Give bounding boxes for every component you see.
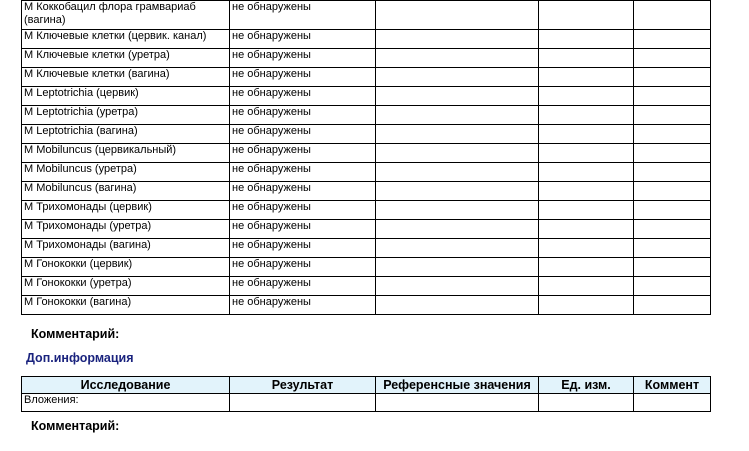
test-name-cell: М Трихомонады (уретра) (22, 220, 230, 239)
table-row (22, 394, 711, 412)
comment-label: Комментарий: (31, 419, 120, 433)
column-header: Результат (230, 377, 376, 394)
test-name-cell: М Ключевые клетки (уретра) (22, 49, 230, 68)
unit-cell (539, 1, 634, 30)
unit-cell (539, 68, 634, 87)
comment-cell (634, 49, 711, 68)
test-name-cell: М Leptotrichia (вагина) (22, 125, 230, 144)
reference-cell (376, 106, 539, 125)
table-row (22, 106, 711, 125)
reference-cell (376, 394, 539, 412)
result-cell: не обнаружены (230, 30, 376, 49)
column-header: Ед. изм. (539, 377, 634, 394)
unit-cell (539, 49, 634, 68)
unit-cell (539, 125, 634, 144)
table-row (22, 1, 711, 30)
table-row (22, 277, 711, 296)
reference-cell (376, 182, 539, 201)
reference-cell (376, 49, 539, 68)
table-row (22, 87, 711, 106)
comment-cell (634, 144, 711, 163)
result-cell: не обнаружены (230, 277, 376, 296)
reference-cell (376, 277, 539, 296)
table-row (22, 144, 711, 163)
reference-cell (376, 239, 539, 258)
test-name-cell: М Leptotrichia (уретра) (22, 106, 230, 125)
table-row (22, 30, 711, 49)
comment-cell (634, 106, 711, 125)
reference-cell (376, 1, 539, 30)
unit-cell (539, 258, 634, 277)
reference-cell (376, 201, 539, 220)
test-name-cell: М Leptotrichia (цервик) (22, 87, 230, 106)
result-cell: не обнаружены (230, 49, 376, 68)
test-name-cell: М Ключевые клетки (цервик. канал) (22, 30, 230, 49)
unit-cell (539, 106, 634, 125)
comment-cell (634, 1, 711, 30)
comment-cell (634, 201, 711, 220)
column-header: Референсные значения (376, 377, 539, 394)
result-cell: не обнаружены (230, 68, 376, 87)
test-name-cell: М Гонококки (уретра) (22, 277, 230, 296)
reference-cell (376, 87, 539, 106)
column-header: Коммент (634, 377, 711, 394)
comment-label: Комментарий: (31, 327, 120, 341)
unit-cell (539, 87, 634, 106)
table-row (22, 182, 711, 201)
comment-cell (634, 30, 711, 49)
unit-cell (539, 394, 634, 412)
comment-cell (634, 277, 711, 296)
reference-cell (376, 144, 539, 163)
unit-cell (539, 201, 634, 220)
result-cell: не обнаружены (230, 1, 376, 30)
result-cell: не обнаружены (230, 87, 376, 106)
reference-cell (376, 258, 539, 277)
result-cell: не обнаружены (230, 144, 376, 163)
result-cell: не обнаружены (230, 220, 376, 239)
unit-cell (539, 30, 634, 49)
test-name-cell: М Mobiluncus (уретра) (22, 163, 230, 182)
table-row (22, 220, 711, 239)
reference-cell (376, 220, 539, 239)
comment-cell (634, 296, 711, 315)
additional-info-table (21, 376, 711, 412)
table-row (22, 201, 711, 220)
unit-cell (539, 182, 634, 201)
reference-cell (376, 296, 539, 315)
unit-cell (539, 296, 634, 315)
section-title: Доп.информация (26, 351, 134, 365)
table-row (22, 49, 711, 68)
result-cell: не обнаружены (230, 106, 376, 125)
comment-cell (634, 258, 711, 277)
table-row (22, 296, 711, 315)
test-name-cell: М Трихомонады (вагина) (22, 239, 230, 258)
test-name-cell: М Ключевые клетки (вагина) (22, 68, 230, 87)
reference-cell (376, 125, 539, 144)
result-cell: не обнаружены (230, 201, 376, 220)
table-row (22, 239, 711, 258)
table-row (22, 163, 711, 182)
table-header-row (22, 377, 711, 394)
result-cell (230, 394, 376, 412)
unit-cell (539, 144, 634, 163)
table-row (22, 68, 711, 87)
comment-cell (634, 220, 711, 239)
test-name-cell: М Гонококки (цервик) (22, 258, 230, 277)
results-table (21, 0, 711, 315)
table-row (22, 125, 711, 144)
reference-cell (376, 163, 539, 182)
comment-cell (634, 182, 711, 201)
test-name-cell: М Mobiluncus (цервикальный) (22, 144, 230, 163)
test-name-cell: М Коккобацил флора грамвариаб (вагина) (22, 1, 230, 30)
unit-cell (539, 163, 634, 182)
test-name-cell: М Трихомонады (цервик) (22, 201, 230, 220)
test-name-cell: Вложения: (22, 394, 230, 412)
table-row (22, 258, 711, 277)
comment-cell (634, 68, 711, 87)
test-name-cell: М Mobiluncus (вагина) (22, 182, 230, 201)
result-cell: не обнаружены (230, 125, 376, 144)
result-cell: не обнаружены (230, 239, 376, 258)
result-cell: не обнаружены (230, 258, 376, 277)
comment-cell (634, 87, 711, 106)
comment-cell (634, 239, 711, 258)
result-cell: не обнаружены (230, 296, 376, 315)
comment-cell (634, 125, 711, 144)
reference-cell (376, 30, 539, 49)
comment-cell (634, 163, 711, 182)
reference-cell (376, 68, 539, 87)
result-cell: не обнаружены (230, 163, 376, 182)
unit-cell (539, 239, 634, 258)
unit-cell (539, 277, 634, 296)
test-name-cell: М Гонококки (вагина) (22, 296, 230, 315)
unit-cell (539, 220, 634, 239)
comment-cell (634, 394, 711, 412)
result-cell: не обнаружены (230, 182, 376, 201)
column-header: Исследование (22, 377, 230, 394)
